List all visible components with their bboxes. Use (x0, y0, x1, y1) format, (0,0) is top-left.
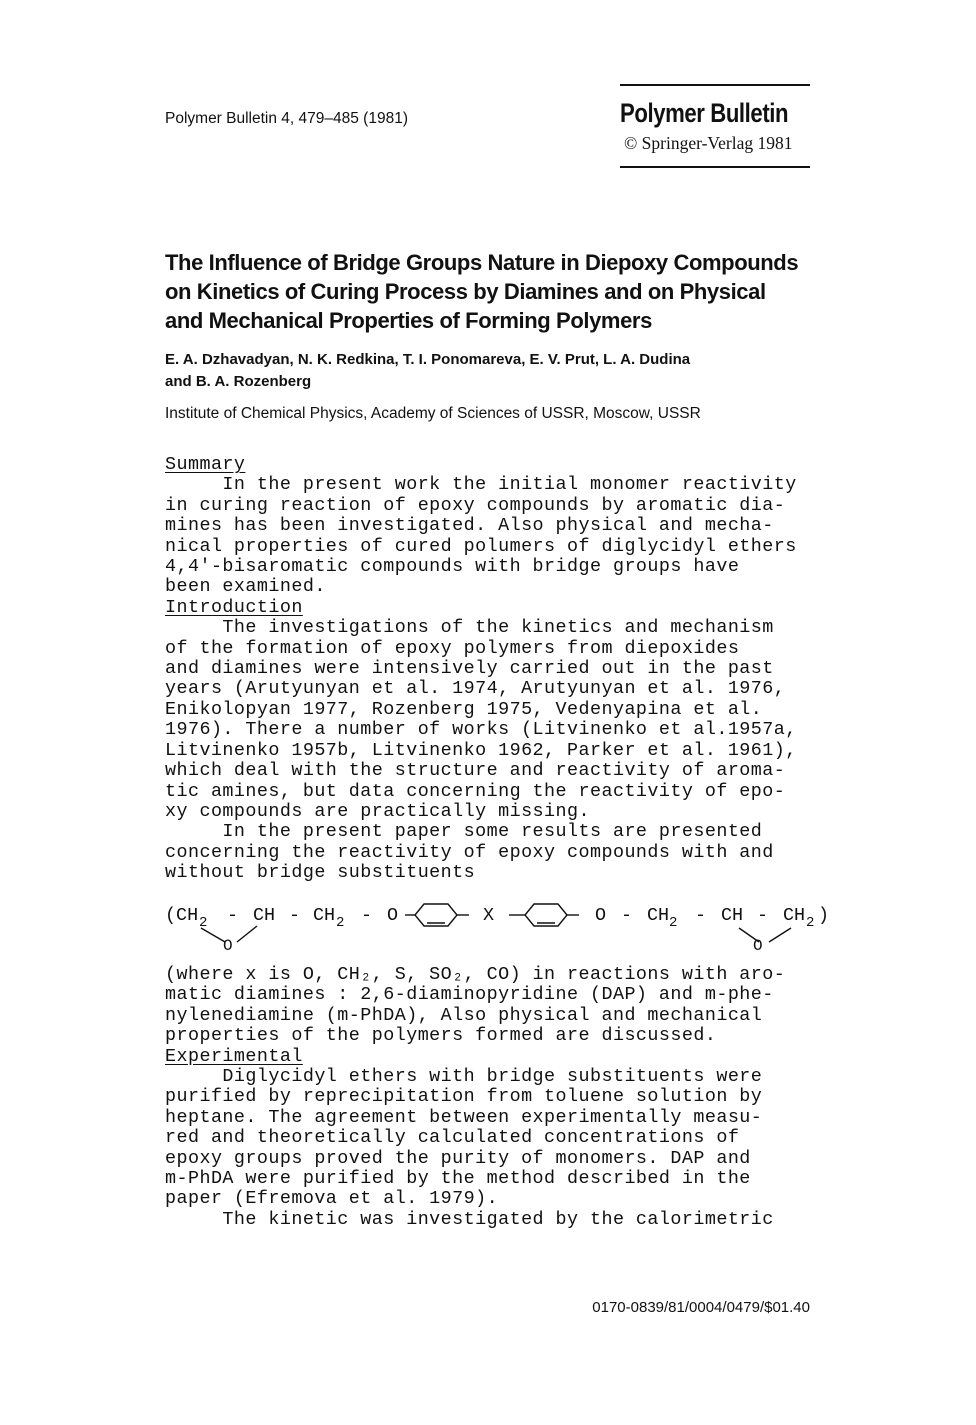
epoxide-bond (739, 928, 759, 942)
introduction-line: of the formation of epoxy polymers from diepoxides (165, 637, 740, 659)
introduction-line: concerning the reactivity of epoxy compounds with and (165, 841, 774, 863)
introduction-heading: Introduction (165, 596, 303, 618)
epoxide-bond (237, 926, 257, 942)
summary-line: mines has been investigated. Also physical and mecha- (165, 515, 774, 537)
introduction-line: 1976). There a number of works (Litvinenko et al.1957a, (165, 719, 797, 741)
epoxide-bond (201, 928, 225, 942)
introduction-line: The investigations of the kinetics and mechanism (165, 617, 774, 639)
formula-ch: CH (721, 905, 744, 926)
formula-open: (CH (165, 905, 199, 926)
formula-sub: 2 (806, 915, 815, 931)
introduction-line: tic amines, but data concerning the reactivity of epo- (165, 780, 786, 802)
copyright: © Springer-Verlag 1981 (624, 133, 793, 153)
experimental-line: m-PhDA were purified by the method described in the (165, 1168, 751, 1190)
journal-masthead (620, 84, 810, 168)
publication-code: 0170-0839/81/0004/0479/$01.40 (592, 1299, 810, 1316)
experimental-heading: Experimental (165, 1045, 303, 1067)
experimental-line: The kinetic was investigated by the calorimetric (165, 1208, 774, 1230)
chemical-formula (165, 902, 845, 962)
author-line: and B. A. Rozenberg (165, 373, 312, 390)
introduction-line: years (Arutyunyan et al. 1974, Arutyunyan et al. 1976, (165, 678, 786, 700)
experimental-line: Diglycidyl ethers with bridge substituents were (165, 1066, 763, 1088)
title-line: on Kinetics of Curing Process by Diamines and on Physical (165, 279, 766, 304)
introduction-line: without bridge substituents (165, 862, 476, 884)
formula-dash: - (695, 905, 707, 926)
title-line: and Mechanical Properties of Forming Polymers (165, 308, 652, 333)
introduction-line: In the present paper some results are presented (165, 821, 763, 843)
title-line: The Influence of Bridge Groups Nature in Diepoxy Compounds (165, 250, 799, 275)
introduction-line: nylenediamine (m-PhDA), Also physical and mechanical (165, 1004, 763, 1026)
experimental-line: epoxy groups proved the purity of monomers. DAP and (165, 1147, 751, 1169)
experimental-line: red and theoretically calculated concentrations of (165, 1127, 740, 1149)
body-section-2 (165, 965, 845, 1230)
introduction-line: Litvinenko 1957b, Litvinenko 1962, Parker et al. 1961), (165, 739, 797, 761)
introduction-line: matic diamines : 2,6-diaminopyridine (DAP) and m-phe- (165, 984, 774, 1006)
summary-line: 4,4'-bisaromatic compounds with bridge groups have (165, 556, 740, 578)
author-line: E. A. Dzhavadyan, N. K. Redkina, T. I. Ponomareva, E. V. Prut, L. A. Dudina (165, 351, 691, 368)
summary-line: in curing reaction of epoxy compounds by aromatic dia- (165, 494, 786, 516)
chemical-formula-drawing (165, 902, 845, 962)
body-section-1 (165, 455, 845, 884)
formula-sub: 2 (669, 915, 678, 931)
formula-x: X (483, 905, 495, 926)
experimental-line: purified by reprecipitation from toluene solution by (165, 1086, 763, 1108)
introduction-line: and diamines were intensively carried out in the past (165, 658, 774, 680)
formula-o: O (595, 905, 607, 926)
formula-dash: - (621, 905, 633, 926)
citation: Polymer Bulletin 4, 479–485 (1981) (165, 110, 408, 127)
formula-ch: CH (253, 905, 276, 926)
formula-ch2: CH (313, 905, 336, 926)
authors (165, 349, 690, 393)
formula-sub: 2 (199, 915, 208, 931)
experimental-line: heptane. The agreement between experimentally measu- (165, 1106, 763, 1128)
formula-dash: - (757, 905, 769, 926)
epoxide-bond (769, 928, 791, 942)
formula-close: ) (818, 905, 830, 926)
formula-dash: - (361, 905, 373, 926)
journal-name: Polymer Bulletin (620, 98, 789, 128)
formula-sub: 2 (336, 915, 345, 931)
summary-line: In the present work the initial monomer reactivity (165, 474, 797, 496)
introduction-line: xy compounds are practically missing. (165, 800, 590, 822)
introduction-line: (where x is O, CH₂, S, SO₂, CO) in reactions with aro- (165, 964, 786, 985)
summary-heading: Summary (165, 454, 246, 475)
formula-dash: - (227, 905, 239, 926)
introduction-line: which deal with the structure and reactivity of aroma- (165, 760, 786, 782)
affiliation: Institute of Chemical Physics, Academy of Sciences of USSR, Moscow, USSR (165, 405, 701, 422)
formula-ch2: CH (647, 905, 670, 926)
summary-line: been examined. (165, 576, 326, 598)
formula-o: O (387, 905, 399, 926)
summary-line: nical properties of cured polumers of diglycidyl ethers (165, 535, 797, 557)
formula-ch2: CH (783, 905, 806, 926)
formula-epoxide-o: O (223, 937, 233, 955)
formula-dash: - (289, 905, 301, 926)
introduction-line: properties of the polymers formed are discussed. (165, 1025, 717, 1047)
formula-epoxide-o: O (753, 937, 763, 955)
experimental-line: paper (Efremova et al. 1979). (165, 1188, 499, 1210)
article-title (165, 248, 905, 335)
introduction-line: Enikolopyan 1977, Rozenberg 1975, Vedenyapina et al. (165, 698, 763, 720)
